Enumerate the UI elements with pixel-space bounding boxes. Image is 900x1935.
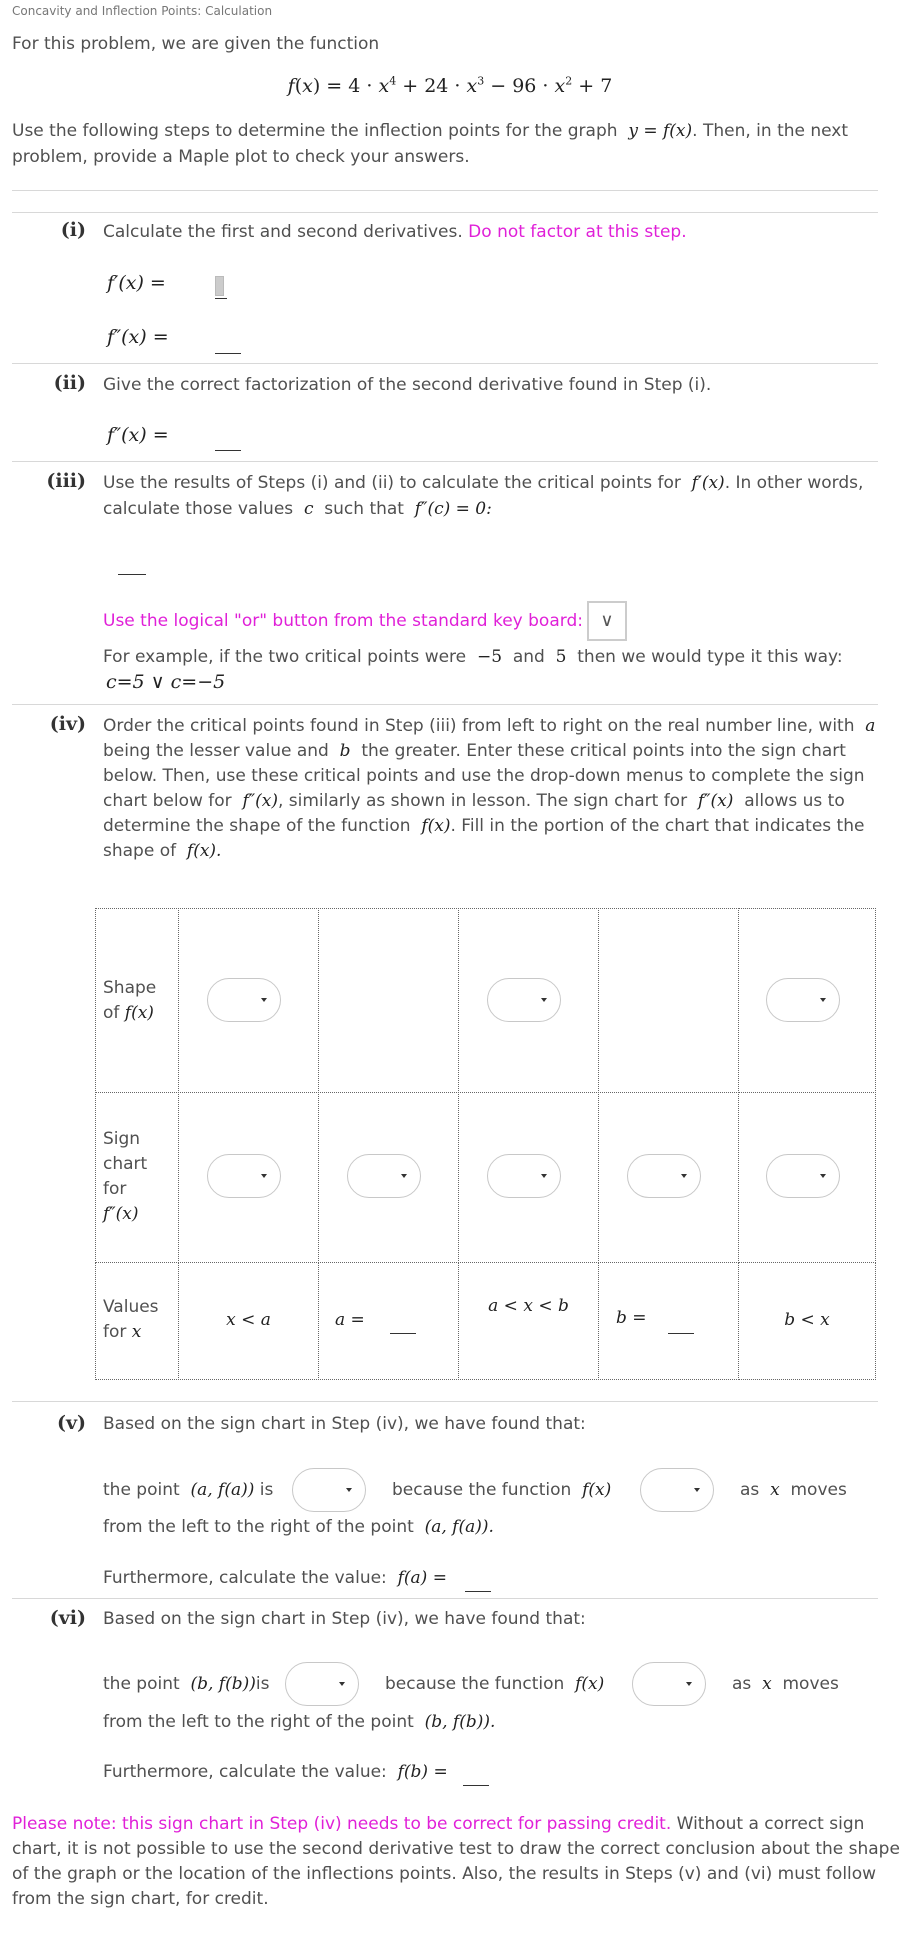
chevron-down-icon	[820, 1174, 826, 1178]
fb-value-input[interactable]	[463, 1785, 489, 1786]
sign-row-label: Sign chart for f″(x)	[103, 1129, 148, 1224]
step-iv-label: (iv)	[49, 713, 86, 735]
step-v-as-moves: as x moves	[740, 1480, 847, 1500]
step-v-point-text: the point (a, f(a)) is	[103, 1480, 274, 1500]
divider	[12, 461, 878, 462]
or-note: Use the logical "or" button from the standard key board:	[103, 611, 583, 631]
example-expression: c=5 ∨ c=−5	[106, 671, 226, 693]
b-equals-label: b =	[616, 1308, 647, 1328]
step-v-from-left: from the left to the right of the point (a, f(a)).	[103, 1517, 494, 1537]
point-b-dropdown[interactable]	[285, 1662, 359, 1706]
step-iii-line1: Use the results of Steps (i) and (ii) to calculate the critical points for f′(x). In other words,	[103, 473, 864, 493]
chevron-down-icon	[261, 1174, 267, 1178]
fdoubleprime-label: f″(x) =	[107, 326, 169, 348]
step-v-calc: Furthermore, calculate the value: f(a) =	[103, 1568, 447, 1588]
step-i-text: Calculate the first and second derivatives. Do not factor at this step.	[103, 222, 687, 242]
intro-text: For this problem, we are given the function	[12, 34, 380, 54]
chevron-down-icon	[541, 1174, 547, 1178]
critical-points-input[interactable]	[118, 574, 146, 575]
sign-dropdown-col3[interactable]	[487, 1154, 561, 1198]
fdoubleprime-factored-label: f″(x) =	[107, 424, 169, 446]
step-iv-line6: shape of f(x).	[103, 841, 222, 861]
chevron-down-icon	[681, 1174, 687, 1178]
breadcrumb: Concavity and Inflection Points: Calculation	[12, 4, 273, 18]
function-b-dropdown[interactable]	[632, 1662, 706, 1706]
step-iv-line2: being the lesser value and b the greater. Enter these critical points into the sign chart	[103, 741, 846, 761]
chevron-down-icon	[694, 1488, 700, 1492]
step-iii-label: (iii)	[46, 470, 86, 492]
divider	[12, 704, 878, 705]
instructions-line2: problem, provide a Maple plot to check your answers.	[12, 147, 470, 167]
step-ii-text: Give the correct factorization of the second derivative found in Step (i).	[103, 375, 712, 395]
point-a-dropdown[interactable]	[292, 1468, 366, 1512]
step-v-label: (v)	[56, 1412, 86, 1434]
step-iv-line4: chart below for f″(x), similarly as shown in lesson. The sign chart for f″(x) allows us to	[103, 791, 845, 811]
step-vi-calc: Furthermore, calculate the value: f(b) =	[103, 1762, 448, 1782]
fa-value-input[interactable]	[465, 1591, 491, 1592]
fdoubleprime-input[interactable]	[215, 353, 241, 354]
values-row-label: Values for x	[103, 1297, 159, 1342]
chevron-down-icon	[346, 1488, 352, 1492]
step-i-label: (i)	[60, 219, 86, 241]
interval-x-less-a: x < a	[226, 1310, 271, 1330]
chevron-down-icon	[541, 998, 547, 1002]
step-iv-line3: below. Then, use these critical points and use the drop-down menus to complete the sign	[103, 766, 865, 786]
fprime-input[interactable]	[215, 276, 224, 296]
a-equals-label: a =	[335, 1310, 365, 1330]
fprime-label: f′(x) =	[107, 272, 166, 294]
chevron-down-icon	[686, 1682, 692, 1686]
step-vi-as-moves: as x moves	[732, 1674, 839, 1694]
footer-line3: of the graph or the location of the inflections points. Also, the results in Steps (v) and (vi) must follow	[12, 1864, 877, 1884]
footer-line2: chart, it is not possible to use the second derivative test to draw the correct conclusion about the shape	[12, 1839, 900, 1859]
fdoubleprime-factored-input[interactable]	[215, 450, 241, 451]
b-value-input[interactable]	[668, 1333, 694, 1334]
chevron-down-icon	[820, 998, 826, 1002]
step-iv-line1: Order the critical points found in Step (iii) from left to right on the real number line, with a	[103, 716, 876, 736]
shape-dropdown-col3[interactable]	[487, 978, 561, 1022]
divider	[12, 1401, 878, 1402]
chevron-down-icon	[261, 998, 267, 1002]
chevron-down-icon	[401, 1174, 407, 1178]
footer-line1: Please note: this sign chart in Step (iv) needs to be correct for passing credit. Without a correct sign	[12, 1814, 865, 1834]
shape-dropdown-col5[interactable]	[766, 978, 840, 1022]
divider	[12, 190, 878, 191]
step-vi-because: because the function f(x)	[385, 1674, 605, 1694]
step-v-text: Based on the sign chart in Step (iv), we have found that:	[103, 1414, 586, 1434]
step-iv-line5: determine the shape of the function f(x). Fill in the portion of the chart that indicates the	[103, 816, 865, 836]
instructions-line1: Use the following steps to determine the inflection points for the graph y = f(x). Then, in the next	[12, 121, 849, 141]
step-v-because: because the function f(x)	[392, 1480, 612, 1500]
interval-a-x-b: a < x < b	[488, 1296, 569, 1316]
shape-row-label: Shape of f(x)	[103, 978, 157, 1023]
step-vi-text: Based on the sign chart in Step (iv), we have found that:	[103, 1609, 586, 1629]
divider	[12, 363, 878, 364]
divider	[12, 212, 878, 213]
sign-dropdown-col4[interactable]	[627, 1154, 701, 1198]
step-vi-point-text: the point (b, f(b))is	[103, 1674, 270, 1694]
shape-dropdown-col1[interactable]	[207, 978, 281, 1022]
step-ii-label: (ii)	[53, 372, 86, 394]
step-iii-line2: calculate those values c such that f″(c) = 0:	[103, 499, 492, 519]
interval-b-less-x: b < x	[784, 1310, 830, 1330]
sign-dropdown-col1[interactable]	[207, 1154, 281, 1198]
step-vi-label: (vi)	[49, 1607, 86, 1629]
example-line: For example, if the two critical points were −5 and 5 then we would type it this way:	[103, 647, 843, 667]
function-a-dropdown[interactable]	[640, 1468, 714, 1512]
sign-dropdown-col2[interactable]	[347, 1154, 421, 1198]
sign-dropdown-col5[interactable]	[766, 1154, 840, 1198]
logical-or-button[interactable]: ∨	[587, 601, 627, 641]
divider	[12, 1598, 878, 1599]
step-vi-from-left: from the left to the right of the point (b, f(b)).	[103, 1712, 496, 1732]
function-display: $f(x) = 4 \cdot x^4 + 24 \cdot x^3 - 96 \cdot x^2 + 7$	[287, 74, 613, 97]
footer-line4: from the sign chart, for credit.	[12, 1889, 269, 1909]
a-value-input[interactable]	[390, 1333, 416, 1334]
chevron-down-icon	[339, 1682, 345, 1686]
